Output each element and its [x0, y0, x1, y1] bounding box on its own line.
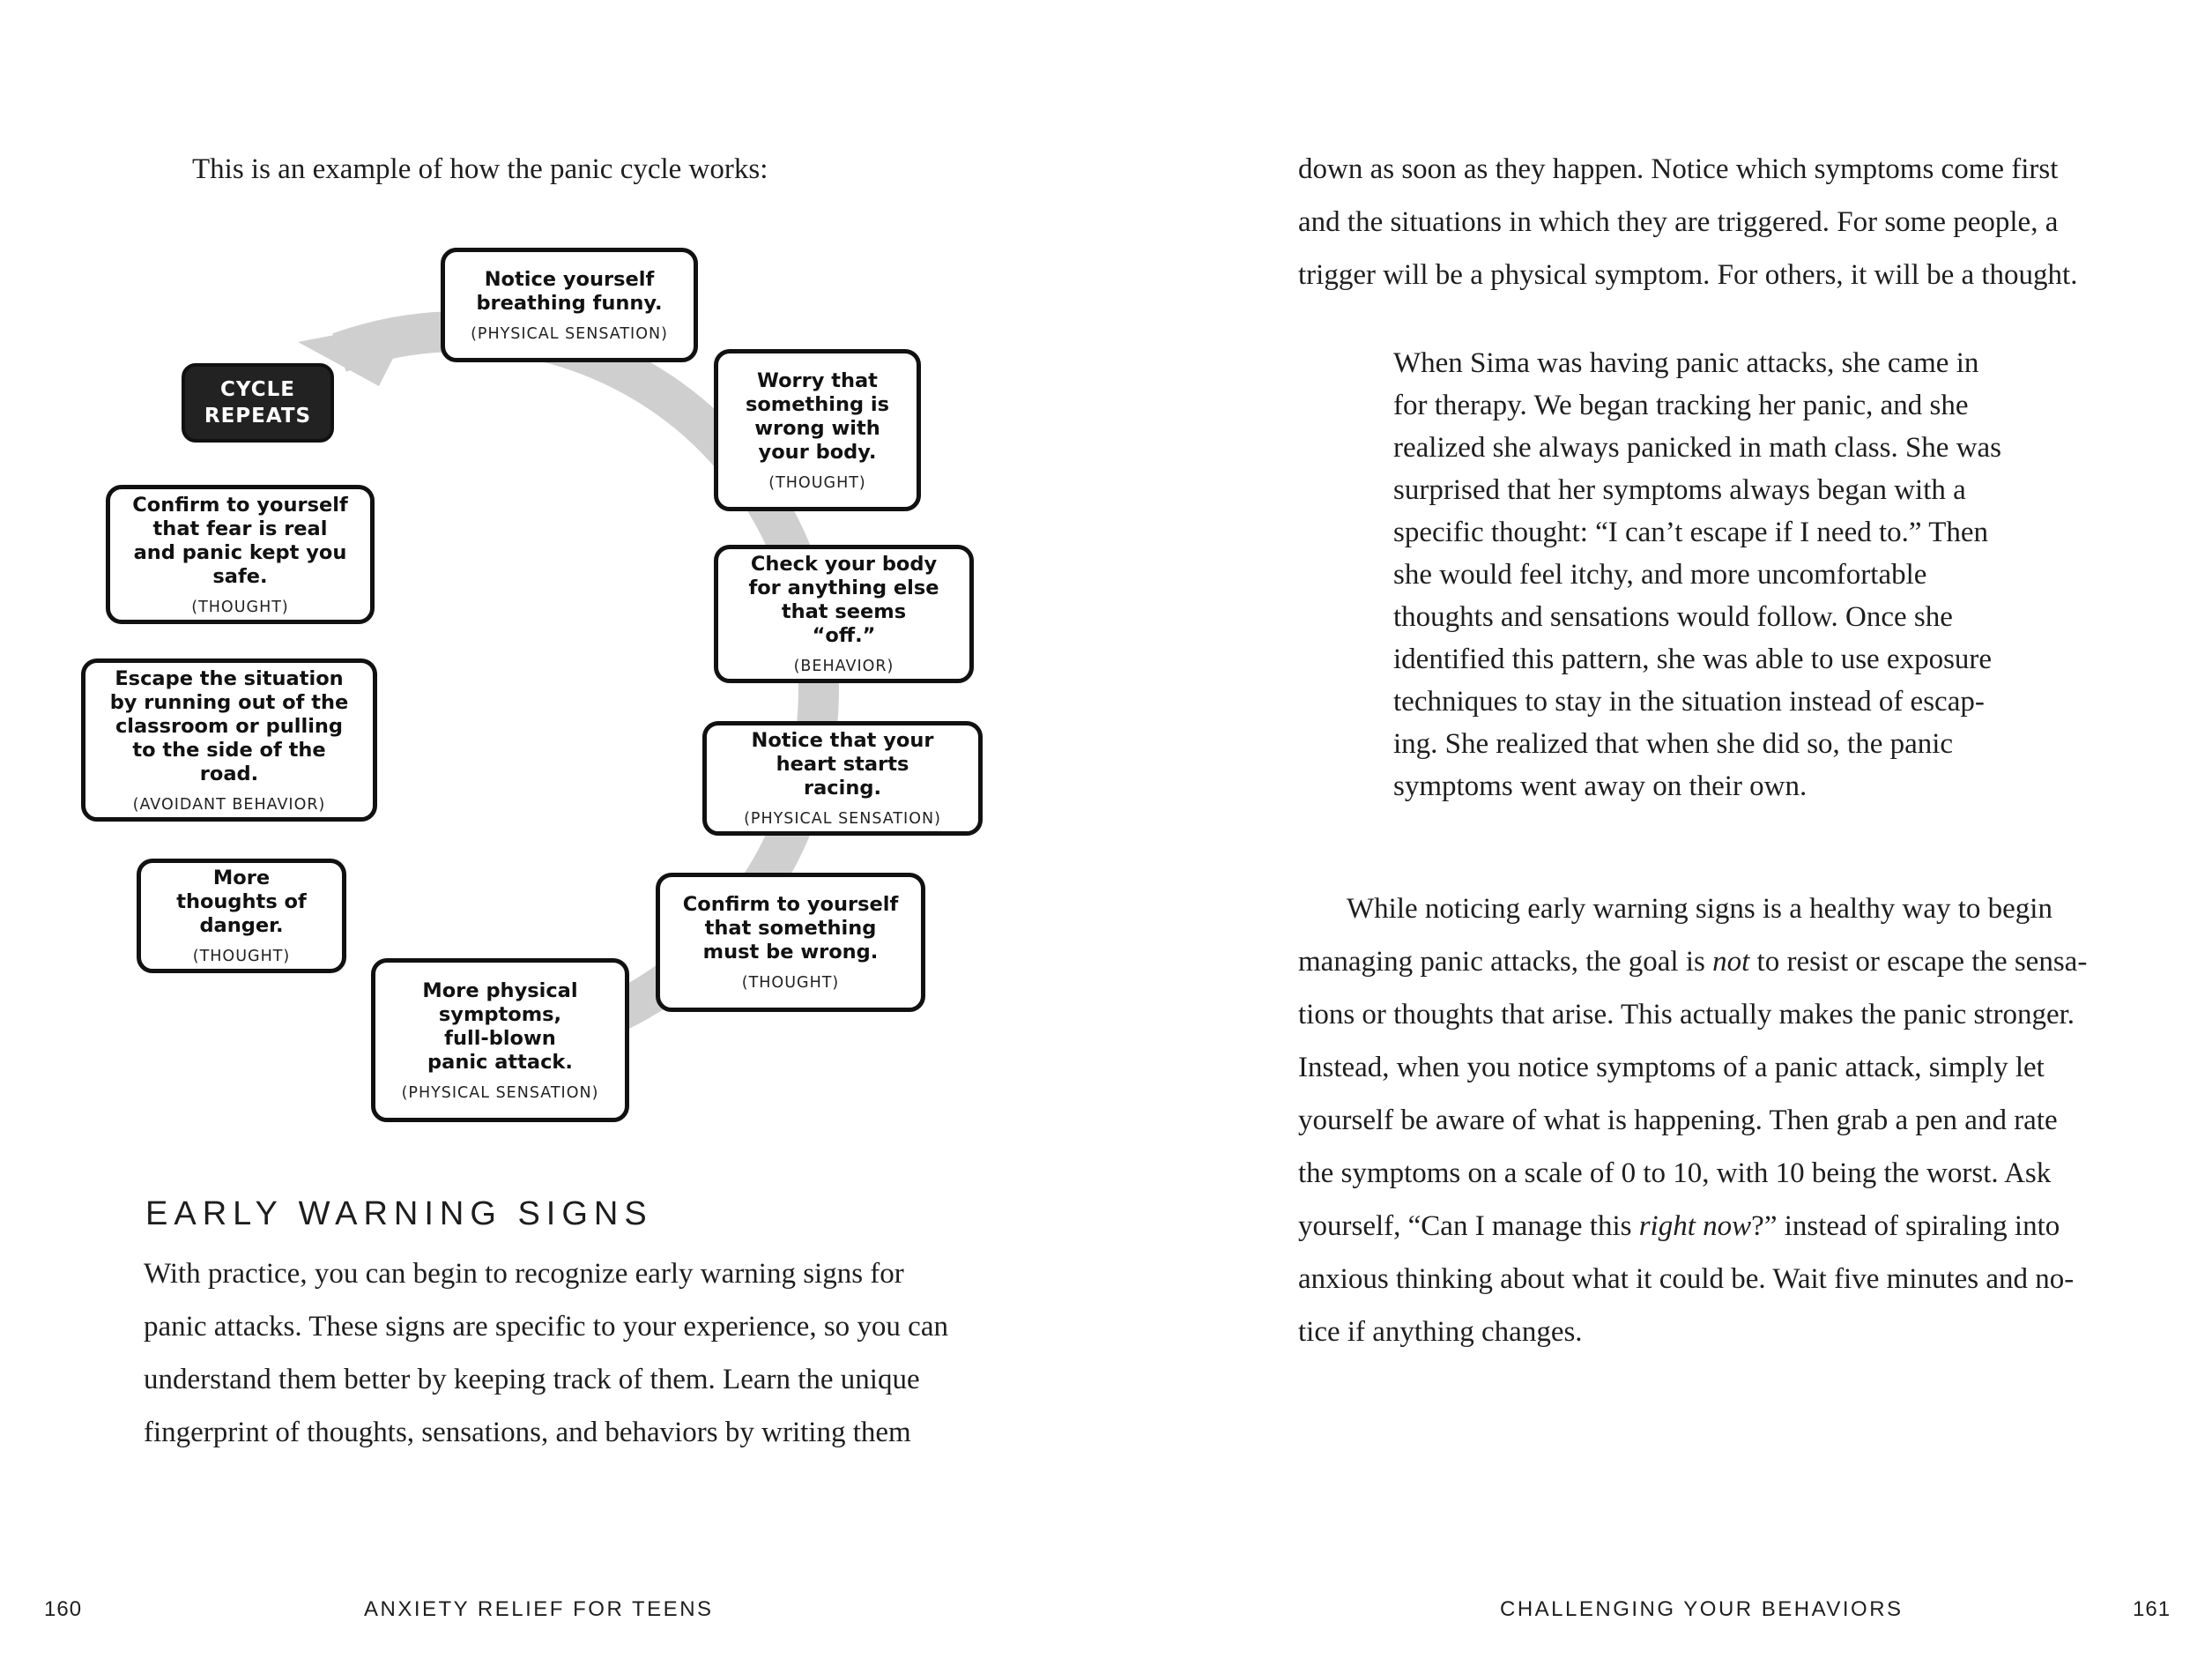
cycle-step-text: Escape the situation by running out of the classroom or pulling to the side of the road. [109, 666, 349, 785]
text-line: While noticing early warning signs is a healthy way to begin [1347, 893, 2052, 925]
emphasis-text: right now [1638, 1210, 1752, 1242]
text-line: she would feel itchy, and more uncomfortable [1393, 559, 1927, 591]
section-heading: EARLY WARNING SIGNS [145, 1195, 653, 1232]
text-line [1298, 1200, 2118, 1253]
right-bottom-paragraph [1298, 882, 2118, 1358]
text-run: ?” instead of spiraling into [1751, 1210, 2060, 1242]
text-line: yourself be aware of what is happening. Then grab a pen and rate [1298, 1105, 2058, 1136]
cycle-repeats-badge [182, 363, 334, 443]
cycle-step-tag: (PHYSICAL SENSATION) [744, 810, 941, 828]
right-page [1106, 0, 2212, 1659]
cycle-step-text: More physical symptoms, full-blown panic attack. [422, 978, 578, 1074]
running-title-right: CHALLENGING YOUR BEHAVIORS [1500, 1597, 1904, 1621]
text-line: for therapy. We began tracking her panic, and she [1393, 390, 1969, 421]
page-number-right: 161 [2133, 1597, 2171, 1621]
text-line: down as soon as they happen. Notice which symptoms come first [1298, 153, 2059, 185]
cycle-step-7 [137, 859, 346, 973]
text-line: tions or thoughts that arise. This actually makes the panic stronger. [1298, 999, 2075, 1030]
text-line: ing. She realized that when she did so, the panic [1393, 728, 1954, 760]
text-line: Instead, when you notice symptoms of a panic attack, simply let [1298, 1052, 2045, 1083]
text-line: specific thought: “I can’t escape if I need to.” Then [1393, 517, 1989, 548]
cycle-step-2 [714, 349, 921, 511]
text-line: identified this pattern, she was able to use exposure [1393, 644, 1993, 675]
case-example-quote [1393, 342, 2028, 807]
running-title-left: ANXIETY RELIEF FOR TEENS [364, 1597, 714, 1621]
cycle-step-text: Notice that your heart starts racing. [751, 729, 934, 800]
cycle-step-1 [441, 248, 698, 362]
text-run: yourself, “Can I manage this [1298, 1210, 1639, 1242]
cycle-step-text: Confirm to yourself that something must be wrong. [682, 893, 899, 963]
text-line: techniques to stay in the situation instead of escap- [1393, 686, 1985, 718]
text-line: With practice, you can begin to recognize early warning signs for [144, 1258, 904, 1290]
text-line: tice if anything changes. [1298, 1316, 1583, 1348]
intro-text: This is an example of how the panic cycle works: [192, 153, 768, 185]
cycle-step-text: Worry that something is wrong with your body. [745, 368, 890, 464]
text-line: anxious thinking about what it could be. Wait five minutes and no- [1298, 1263, 2075, 1295]
cycle-step-text: Check your body for anything else that seems “off.” [748, 553, 939, 647]
cycle-step-9 [106, 485, 375, 624]
cycle-step-tag: (THOUGHT) [191, 598, 289, 616]
text-line: and the situations in which they are triggered. For some people, a [1298, 206, 2059, 238]
cycle-step-tag: (AVOIDANT BEHAVIOR) [132, 795, 326, 814]
text-run: to resist or escape the sensa- [1749, 946, 2088, 978]
cycle-step-tag: (THOUGHT) [741, 974, 840, 992]
cycle-repeats-label: CYCLE REPEATS [204, 378, 312, 428]
text-line: symptoms went away on their own. [1393, 770, 1807, 802]
cycle-step-5 [656, 873, 925, 1012]
cycle-step-8 [81, 658, 377, 822]
cycle-step-tag: (PHYSICAL SENSATION) [471, 324, 668, 343]
cycle-step-tag: (BEHAVIOR) [793, 658, 894, 675]
text-line: fingerprint of thoughts, sensations, and behaviors by writing them [144, 1417, 911, 1448]
cycle-step-3 [714, 545, 974, 683]
text-line: thoughts and sensations would follow. Once she [1393, 601, 1953, 633]
right-top-paragraph [1298, 143, 2118, 301]
cycle-step-text: Confirm to yourself that fear is real and panic kept you safe. [132, 493, 348, 588]
text-line: surprised that her symptoms always began with a [1393, 474, 1966, 506]
text-line [1298, 935, 2118, 988]
text-line: realized she always panicked in math class. She was [1393, 432, 2002, 464]
cycle-step-6 [371, 958, 629, 1122]
emphasis-text: not [1712, 946, 1750, 978]
text-line: panic attacks. These signs are specific to your experience, so you can [144, 1311, 948, 1343]
page-number-left: 160 [44, 1597, 83, 1621]
text-line: trigger will be a physical symptom. For others, it will be a thought. [1298, 259, 2078, 291]
text-line: When Sima was having panic attacks, she came in [1393, 347, 1979, 379]
cycle-step-tag: (THOUGHT) [768, 473, 866, 492]
cycle-step-text: Notice yourself breathing funny. [476, 267, 663, 315]
text-line: the symptoms on a scale of 0 to 10, with 10 being the worst. Ask [1298, 1157, 2052, 1189]
cycle-step-tag: (THOUGHT) [192, 948, 291, 965]
cycle-step-text: More thoughts of danger. [176, 867, 307, 937]
panic-cycle-diagram [0, 0, 1106, 1234]
cycle-step-tag: (PHYSICAL SENSATION) [401, 1083, 599, 1102]
text-run: managing panic attacks, the goal is [1298, 946, 1713, 978]
left-body-paragraph [144, 1247, 948, 1459]
cycle-step-4 [702, 721, 983, 836]
text-line: understand them better by keeping track of them. Learn the unique [144, 1364, 920, 1395]
